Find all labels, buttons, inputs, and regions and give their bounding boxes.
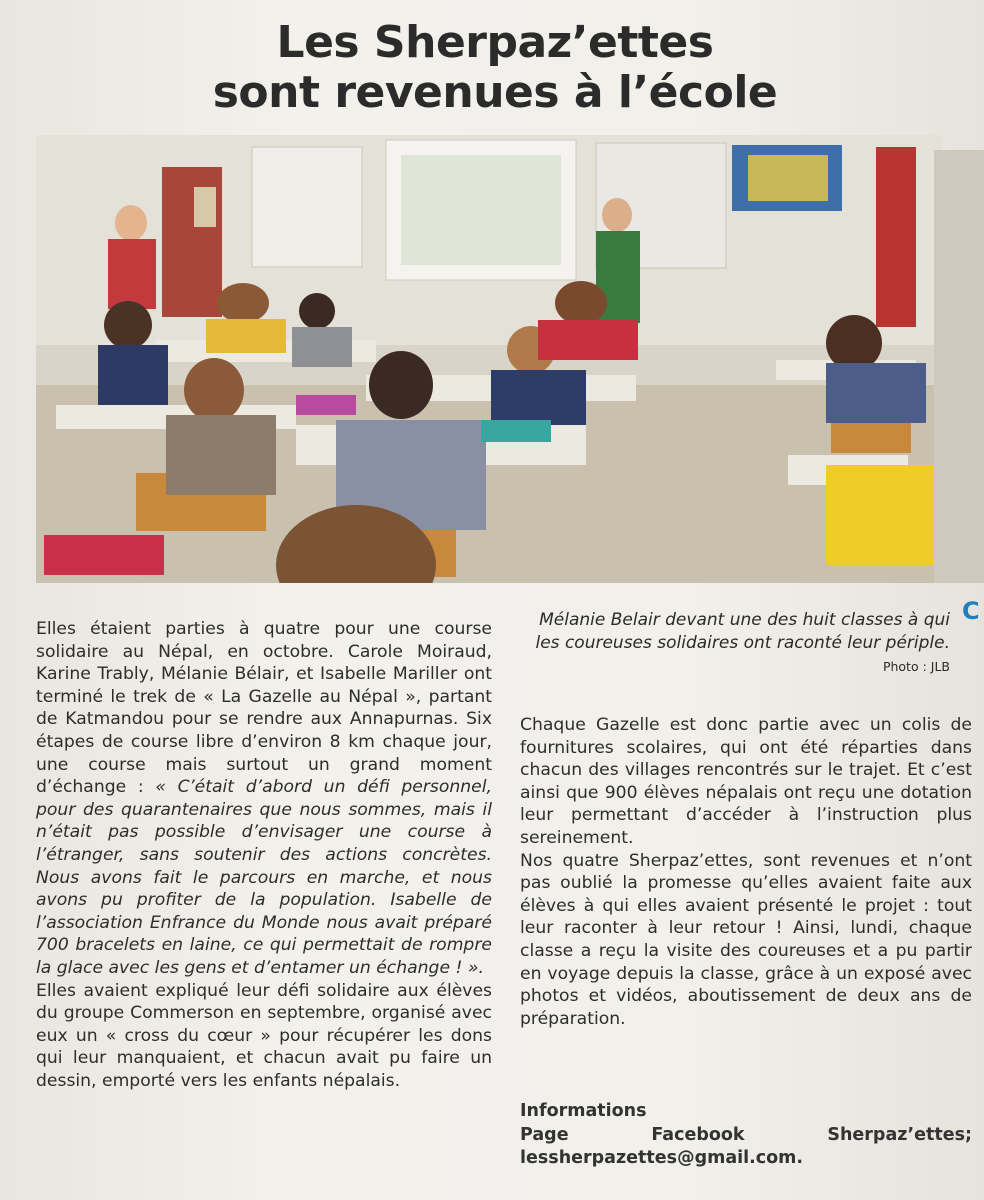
adjacent-article-edge [962, 597, 984, 760]
informations-title: Informations [520, 1101, 647, 1121]
paragraph-2: Elles avaient expliqué leur défi solidaire aux élèves du groupe Commerson en septembre, organisé avec eux un « cross du cœur » pour récupérer les dons qui leur manquaient, et chacun avait pu faire un dessin, emporté vers les enfants népalais. [36, 980, 492, 1091]
article-column-1 [36, 618, 492, 1092]
classroom-photo-illustration [36, 135, 942, 583]
informations-body: Page Facebook Sherpaz’ettes; lessherpazettes@gmail.com. [520, 1125, 972, 1168]
classroom-photo [36, 135, 942, 583]
paragraph-1-text: Elles étaient parties à quatre pour une course solidaire au Népal, en octobre. Carole Moiraud, Karine Trably, Mélanie Bélair, et Isabelle Mariller ont terminé le trek de « La Gazelle au Népal », partant de Katmandou pour se rendre aux Annapurnas. Six étapes de course libre d’environ 8 km chaque jour, une course mais surtout un grand moment d’échange : [36, 619, 492, 798]
caption-text: Mélanie Belair devant une des huit classes à qui les coureuses solidaires ont raconté leur périple. [535, 610, 950, 653]
quote: « C’était d’abord un défi personnel, pour des quarantenaires que nous sommes, mais il n’était pas possible d’envisager une course à l’étranger, sans soutenir des actions concrètes. Nous avons fait le parcours en marche, et nous avons pu profiter de la population. Isabelle de l’association Enfrance du Monde nous avait préparé 700 bracelets en laine, ce qui permettait de rompre la glace avec les gens et d’entamer un échange ! ». [36, 777, 492, 978]
paragraph-1 [36, 618, 492, 980]
adjacent-photo-edge [934, 150, 984, 583]
article-headline [150, 18, 840, 118]
paragraph-3: Chaque Gazelle est donc partie avec un colis de fournitures scolaires, qui ont été réparties dans chacun des villages rencontrés sur le trajet. Et c’est ainsi que 900 élèves népalais ont reçu une dotation leur permettant d’accéder à l’instruction plus sereinement. [520, 715, 972, 848]
paragraph-4: Nos quatre Sherpaz’ettes, sont revenues et n’ont pas oublié la promesse qu’elles avaient faite aux élèves à qui elles avaient présenté le projet : tout leur raconter à leur retour ! Ainsi, lundi, chaque classe a reçu la visite des coureuses et a pu partir en voyage depuis la classe, grâce à un exposé avec photos et vidéos, aboutissement de deux ans de préparation. [520, 850, 972, 1029]
headline-line-2: sont revenues à l’école [212, 67, 778, 118]
photo-credit: Photo : JLB [882, 659, 950, 674]
adjacent-initial: C [962, 597, 980, 625]
article-column-2 [520, 714, 972, 1030]
photo-caption [520, 609, 950, 678]
headline-line-1: Les Sherpaz’ettes [276, 17, 714, 68]
